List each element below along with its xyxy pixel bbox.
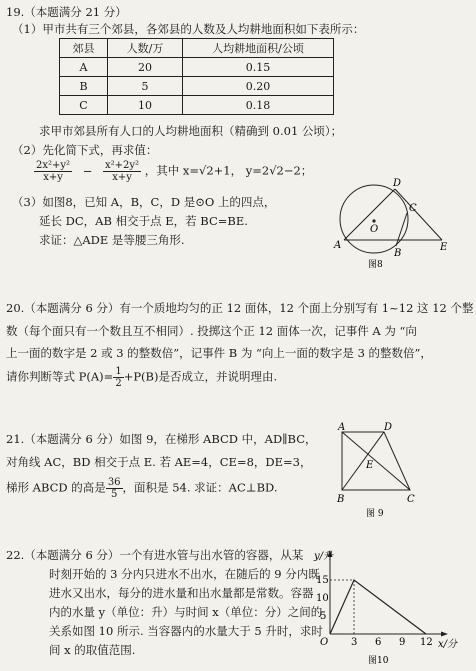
q20-line4: 请你判断等式 P(A)= $\frac{1}{2}$ +P(B)是否成立，并说明理由. bbox=[6, 366, 278, 389]
table-cell: 5 bbox=[108, 77, 183, 96]
table-cell: 0.18 bbox=[183, 96, 334, 115]
fraction-half: $\frac{1}{2}$ bbox=[115, 366, 122, 389]
y-tick-15: 15 bbox=[316, 575, 329, 586]
expression-tail: ，其中 x=√2+1， y=2√2−2； bbox=[144, 163, 313, 178]
figure-10-caption: 图10 bbox=[368, 656, 389, 666]
q22-line1: 22.（本题满分 6 分）一个有进水管与出水管的容器，从某 bbox=[6, 548, 304, 562]
y-tick-10: 10 bbox=[316, 593, 329, 604]
figure-8 bbox=[330, 176, 450, 271]
circle-o bbox=[340, 185, 408, 253]
q21-line2: 对角线 AC，BD 相交于点 E. 若 AE=4，CE=8，DE=3， bbox=[6, 455, 312, 469]
label-a: A bbox=[334, 240, 342, 251]
table-cell: 10 bbox=[108, 96, 183, 115]
q19-part3-line3: 求证：△ADE 是等腰三角形. bbox=[39, 233, 185, 247]
county-table bbox=[59, 38, 334, 115]
q19-part2-expression bbox=[34, 160, 312, 183]
q19-title: 19.（本题满分 21 分） bbox=[6, 5, 127, 19]
y-tick-5: 5 bbox=[320, 611, 327, 622]
label-d: D bbox=[393, 178, 402, 189]
x-tick-9: 9 bbox=[399, 637, 406, 648]
diagonal-bd bbox=[342, 432, 384, 490]
table-row bbox=[60, 77, 334, 96]
table-cell: C bbox=[60, 96, 108, 115]
q22-line5: 关系如图 10 所示. 当容器内的水量大于 5 升时，求时 bbox=[49, 624, 323, 638]
diagonal-ac bbox=[342, 432, 410, 490]
figure-9 bbox=[332, 420, 424, 520]
figure-8-caption: 图8 bbox=[368, 260, 383, 270]
q19-part3-line2: 延长 DC，AB 相交于点 E，若 BC=BE. bbox=[39, 214, 248, 228]
q22-line6: 间 x 的取值范围. bbox=[49, 643, 136, 657]
table-cell: A bbox=[60, 58, 108, 77]
center-dot bbox=[372, 219, 375, 222]
water-volume-line bbox=[330, 580, 426, 634]
segment-bc bbox=[396, 213, 407, 246]
fraction-height: $\frac{36}{5}$ bbox=[107, 477, 121, 500]
q20-line2: 数（每个面只有一个数且互不相同）. 投掷这个正 12 面体一次，记事件 A 为 “向 bbox=[6, 324, 417, 338]
segment-de bbox=[395, 189, 442, 240]
minus-sign: − bbox=[82, 163, 93, 178]
x-tick-6: 6 bbox=[375, 637, 382, 648]
q22-line3: 进水又出水，每分的进水量和出水量都是常数。容器 bbox=[49, 586, 314, 600]
figure-9-caption: 图 9 bbox=[366, 509, 384, 519]
label-c: C bbox=[407, 494, 415, 505]
x-tick-3: 3 bbox=[351, 637, 358, 648]
fraction-1: $\frac{\text{2x²+y²}}{x+y}$ bbox=[36, 160, 71, 183]
label-b: B bbox=[394, 248, 402, 259]
q22-line4: 内的水量 y（单位：升）与时间 x（单位：分）之间的 bbox=[49, 605, 323, 619]
label-b: B bbox=[337, 494, 345, 505]
q22-line2: 时刻开始的 3 分内只进水不出水，在随后的 9 分内既 bbox=[49, 567, 320, 581]
table-header-cell: 人数/万 bbox=[108, 39, 183, 58]
x-axis-arrow bbox=[441, 632, 448, 637]
table-cell: 0.15 bbox=[183, 58, 334, 77]
label-e: E bbox=[440, 242, 448, 253]
q21-line1: 21.（本题满分 6 分）如图 9，在梯形 ABCD 中，AD∥BC， bbox=[6, 432, 317, 446]
table-row bbox=[60, 96, 334, 115]
q19-part1-text: （1）甲市共有三个郊县，各郊县的人数及人均耕地面积如下表所示： bbox=[12, 22, 365, 36]
label-o: O bbox=[370, 224, 379, 235]
q21-line3: 梯形 ABCD 的高是 $\frac{36}{5}$ ，面积是 54. 求证：AC⊥BD. bbox=[6, 477, 278, 500]
table-row bbox=[60, 58, 334, 77]
figure-10 bbox=[312, 548, 462, 669]
label-e: E bbox=[366, 460, 374, 471]
label-d: D bbox=[384, 422, 393, 433]
x-axis-label: x/分 bbox=[438, 639, 458, 650]
table-header-cell: 人均耕地面积/公顷 bbox=[183, 39, 334, 58]
fraction-2: $\frac{\text{x²+2y²}}{x+y}$ bbox=[105, 160, 140, 183]
y-axis-label: y/升 bbox=[314, 551, 334, 562]
table-cell: B bbox=[60, 77, 108, 96]
q19-part3-line1: （3）如图8，已知 A，B，C，D 是⊙O 上的四点， bbox=[12, 195, 276, 209]
q19-part1-question: 求甲市郊县所有人口的人均耕地面积（精确到 0.01 公顷）； bbox=[39, 124, 343, 138]
table-cell: 0.20 bbox=[183, 77, 334, 96]
label-c: C bbox=[409, 203, 417, 214]
label-a: A bbox=[338, 422, 346, 433]
table-header-cell: 郊县 bbox=[60, 39, 108, 58]
q20-line3: 上一面的数字是 2 或 3 的整数倍”，记事件 B 为 “向上一面的数字是 3 的整数倍”， bbox=[6, 346, 432, 360]
q19-part2-text: （2）先化简下式，再求值： bbox=[12, 143, 158, 157]
table-cell: 20 bbox=[108, 58, 183, 77]
table-header-row bbox=[60, 39, 334, 58]
q20-line1: 20.（本题满分 6 分）有一个质地均匀的正 12 面体，12 个面上分别写有 1~12 这 12 个整 bbox=[6, 301, 474, 315]
x-tick-12: 12 bbox=[420, 637, 433, 648]
origin-label: O bbox=[320, 637, 329, 648]
